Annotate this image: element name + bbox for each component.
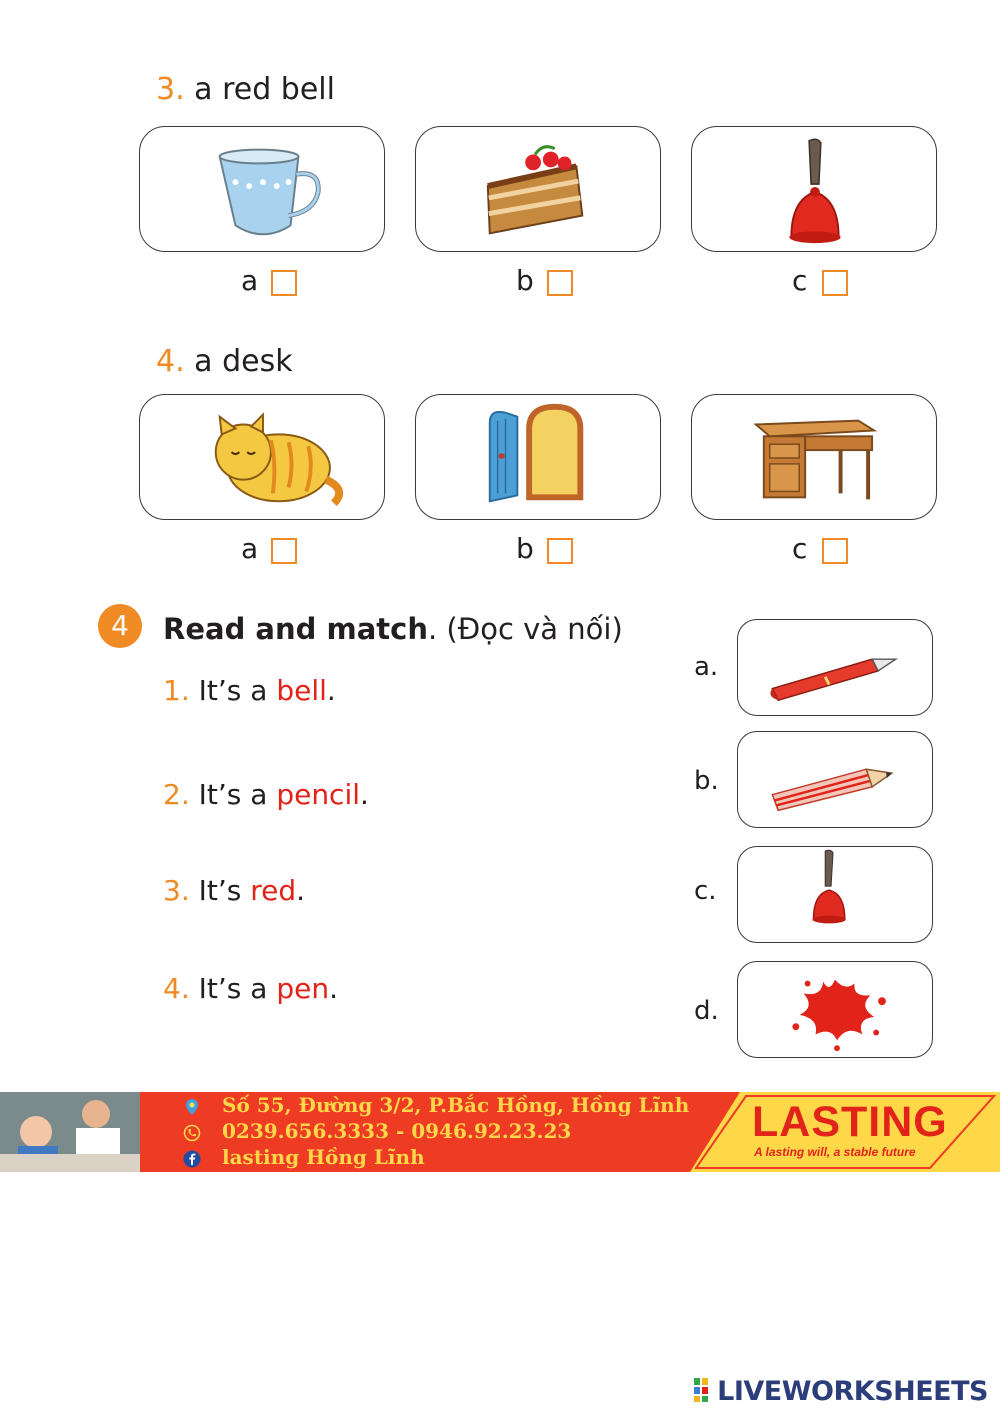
option-letter-a: a bbox=[241, 264, 259, 297]
exercise-title-rest: . (Đọc và nối) bbox=[427, 612, 623, 646]
sentence-2[interactable] bbox=[163, 778, 369, 811]
checkbox-q3-b[interactable] bbox=[547, 270, 573, 296]
option-card-cup[interactable] bbox=[139, 126, 385, 252]
sentence-post: . bbox=[360, 778, 369, 811]
sentence-4[interactable] bbox=[163, 972, 338, 1005]
sentence-post: . bbox=[329, 972, 338, 1005]
option-letter-c: c bbox=[792, 532, 808, 565]
lasting-logo: LASTING bbox=[752, 1098, 948, 1146]
liveworksheets-logo-icon bbox=[694, 1378, 716, 1402]
facebook-icon bbox=[183, 1150, 201, 1168]
checkbox-q4-c[interactable] bbox=[822, 538, 848, 564]
sentence-keyword: pencil bbox=[276, 778, 361, 811]
cat-icon bbox=[140, 395, 384, 519]
footer-banner bbox=[0, 1092, 1000, 1172]
picture-label-b: b. bbox=[694, 766, 719, 796]
sentence-pre: It’s a bbox=[198, 674, 277, 707]
checkbox-q3-c[interactable] bbox=[822, 270, 848, 296]
picture-label-c: c. bbox=[694, 876, 717, 906]
question-number: 3. bbox=[156, 72, 185, 107]
question-text: a red bell bbox=[194, 72, 335, 107]
picture-label-d: d. bbox=[694, 996, 719, 1026]
question-number: 4. bbox=[156, 344, 185, 379]
sentence-keyword: red bbox=[250, 874, 297, 907]
sentence-number: 4. bbox=[163, 972, 190, 1005]
checkbox-q3-a[interactable] bbox=[271, 270, 297, 296]
question-3-title bbox=[156, 72, 335, 107]
sentence-number: 1. bbox=[163, 674, 190, 707]
option-card-desk[interactable] bbox=[691, 394, 937, 520]
banner-facebook: lasting Hồng Lĩnh bbox=[222, 1145, 425, 1169]
checkbox-q4-b[interactable] bbox=[547, 538, 573, 564]
sentence-number: 2. bbox=[163, 778, 190, 811]
sentence-pre: It’s a bbox=[198, 778, 277, 811]
question-4-title bbox=[156, 344, 293, 379]
option-card-cat[interactable] bbox=[139, 394, 385, 520]
banner-address: Số 55, Đường 3/2, P.Bắc Hồng, Hồng Lĩnh bbox=[222, 1093, 690, 1117]
red-splash-icon bbox=[738, 962, 932, 1057]
option-card-bell[interactable] bbox=[691, 126, 937, 252]
exercise-title bbox=[163, 612, 623, 646]
door-icon bbox=[416, 395, 660, 519]
exercise-number-badge: 4 bbox=[98, 604, 142, 648]
bell-icon bbox=[692, 127, 936, 251]
sentence-keyword: bell bbox=[276, 674, 327, 707]
phone-icon bbox=[183, 1124, 201, 1142]
option-letter-a: a bbox=[241, 532, 259, 565]
sentence-post: . bbox=[296, 874, 306, 907]
liveworksheets-brand[interactable]: LIVEWORKSHEETS bbox=[717, 1376, 988, 1407]
question-text: a desk bbox=[194, 344, 293, 379]
cup-icon bbox=[140, 127, 384, 251]
picture-card-pencil[interactable] bbox=[737, 731, 933, 828]
sentence-number: 3. bbox=[163, 874, 190, 907]
sentence-1[interactable] bbox=[163, 674, 336, 707]
banner-phone: 0239.656.3333 - 0946.92.23.23 bbox=[222, 1119, 572, 1143]
sentence-pre: It’s bbox=[198, 874, 251, 907]
desk-icon bbox=[692, 395, 936, 519]
exercise-title-bold: Read and match bbox=[163, 612, 428, 646]
sentence-post: . bbox=[326, 674, 336, 707]
sentence-3[interactable] bbox=[163, 874, 305, 907]
pencil-icon bbox=[738, 732, 932, 827]
location-pin-icon bbox=[183, 1098, 201, 1116]
picture-card-bell[interactable] bbox=[737, 846, 933, 943]
sentence-keyword: pen bbox=[276, 972, 330, 1005]
sentence-pre: It’s a bbox=[198, 972, 277, 1005]
picture-label-a: a. bbox=[694, 652, 719, 682]
lasting-slogan: A lasting will, a stable future bbox=[754, 1145, 916, 1159]
picture-card-red-splash[interactable] bbox=[737, 961, 933, 1058]
option-letter-b: b bbox=[516, 532, 534, 565]
picture-card-pen[interactable] bbox=[737, 619, 933, 716]
cake-icon bbox=[416, 127, 660, 251]
option-letter-c: c bbox=[792, 264, 808, 297]
checkbox-q4-a[interactable] bbox=[271, 538, 297, 564]
option-card-door[interactable] bbox=[415, 394, 661, 520]
option-letter-b: b bbox=[516, 264, 534, 297]
bell-icon bbox=[738, 847, 932, 942]
pen-icon bbox=[738, 620, 932, 715]
option-card-cake[interactable] bbox=[415, 126, 661, 252]
